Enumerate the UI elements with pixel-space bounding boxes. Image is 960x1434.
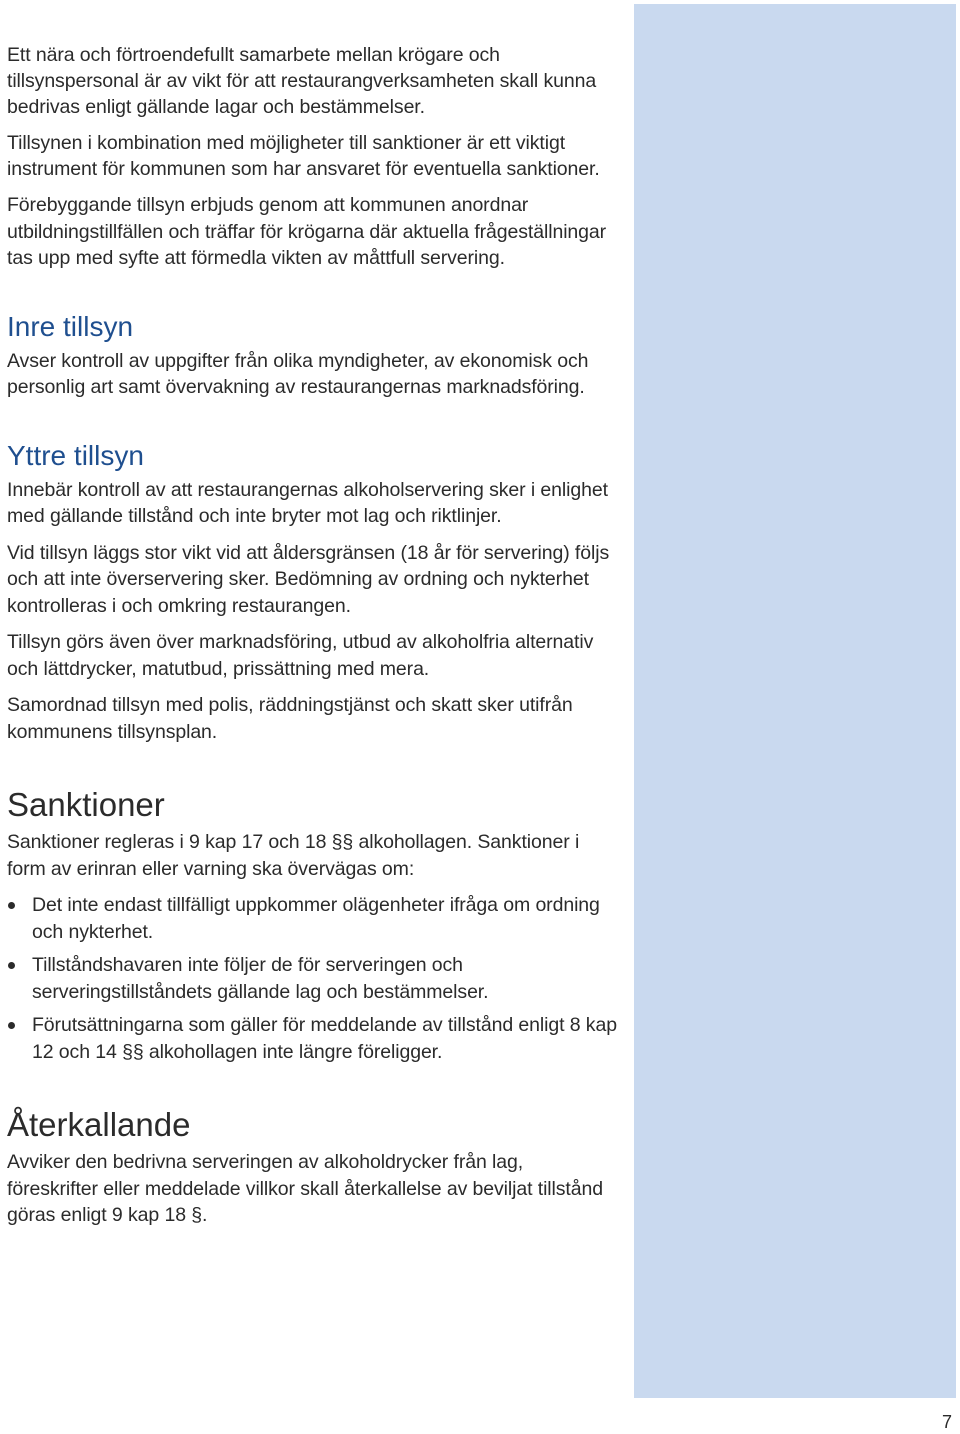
yttre-tillsyn-paragraph-1: Innebär kontroll av att restaurangernas alkoholservering sker i enlighet med gällande tillstånd och inte bryter mot lag och riktlinjer.: [7, 478, 608, 527]
list-item-text: Det inte endast tillfälligt uppkommer olägenheter ifråga om ordning och nykterhet.: [32, 894, 600, 943]
sanktioner-paragraph: Sanktioner regleras i 9 kap 17 och 18 §§ alkohollagen. Sanktioner i form av erinran eller varning ska övervägas om:: [7, 831, 580, 880]
inre-tillsyn-paragraph: Avser kontroll av uppgifter från olika myndigheter, av ekonomisk och personlig art samt övervakning av restaurangernas marknadsföring.: [7, 349, 589, 398]
sanktioner-bullet-list: [7, 892, 619, 1065]
page-number: 7: [941, 1412, 952, 1432]
inre-tillsyn-heading: Inre tillsyn: [7, 310, 134, 342]
yttre-tillsyn-paragraph-2: Vid tillsyn läggs stor vikt vid att åldersgränsen (18 år för servering) följs och att inte överservering sker. Bedömning av ordning och nykterhet kontrolleras i och omkring restaurangen.: [7, 541, 610, 617]
bullet-icon: [8, 1022, 15, 1029]
list-item: [7, 892, 619, 945]
side-panel: [634, 4, 956, 1398]
list-item-text: Tillståndshavaren inte följer de för serveringen och serveringstillståndets gällande lag och bestämmelser.: [32, 954, 489, 1003]
list-item-text: Förutsättningarna som gäller för meddelande av tillstånd enligt 8 kap 12 och 14 §§ alkohollagen inte längre föreligger.: [32, 1014, 617, 1063]
intro-paragraph-1: Ett nära och förtroendefullt samarbete mellan krögare och tillsynspersonal är av vikt för att restaurangverksamheten skall kunna bedrivas enligt gällande lagar och bestämmelser.: [7, 44, 597, 118]
list-item: [7, 1012, 619, 1065]
list-item: [7, 952, 619, 1005]
intro-paragraph-2: Tillsynen i kombination med möjligheter till sanktioner är ett viktigt instrument för kommunen som har ansvaret för eventuella sanktioner.: [7, 132, 600, 180]
page-content: [7, 42, 619, 1239]
yttre-tillsyn-paragraph-3: Tillsyn görs även över marknadsföring, utbud av alkoholfria alternativ och lättdrycker, matutbud, prissättning med mera.: [7, 631, 594, 680]
sanktioner-heading: Sanktioner: [7, 786, 165, 823]
aterkallande-paragraph: Avviker den bedrivna serveringen av alkoholdrycker från lag, föreskrifter eller meddelade villkor skall återkallelse av beviljat tillstånd göras enligt 9 kap 18 §.: [7, 1151, 603, 1226]
intro-paragraph-3: Förebyggande tillsyn erbjuds genom att kommunen anordnar utbildningstillfällen och träffar för krögarna där aktuella frågeställningar tas upp med syfte att förmedla vikten av måttfull servering.: [7, 194, 607, 269]
yttre-tillsyn-paragraph-4: Samordnad tillsyn med polis, räddningstjänst och skatt sker utifrån kommunens tillsynsplan.: [7, 694, 573, 743]
bullet-icon: [8, 962, 15, 969]
yttre-tillsyn-heading: Yttre tillsyn: [7, 439, 144, 471]
bullet-icon: [8, 902, 15, 909]
aterkallande-heading: Återkallande: [7, 1106, 191, 1143]
